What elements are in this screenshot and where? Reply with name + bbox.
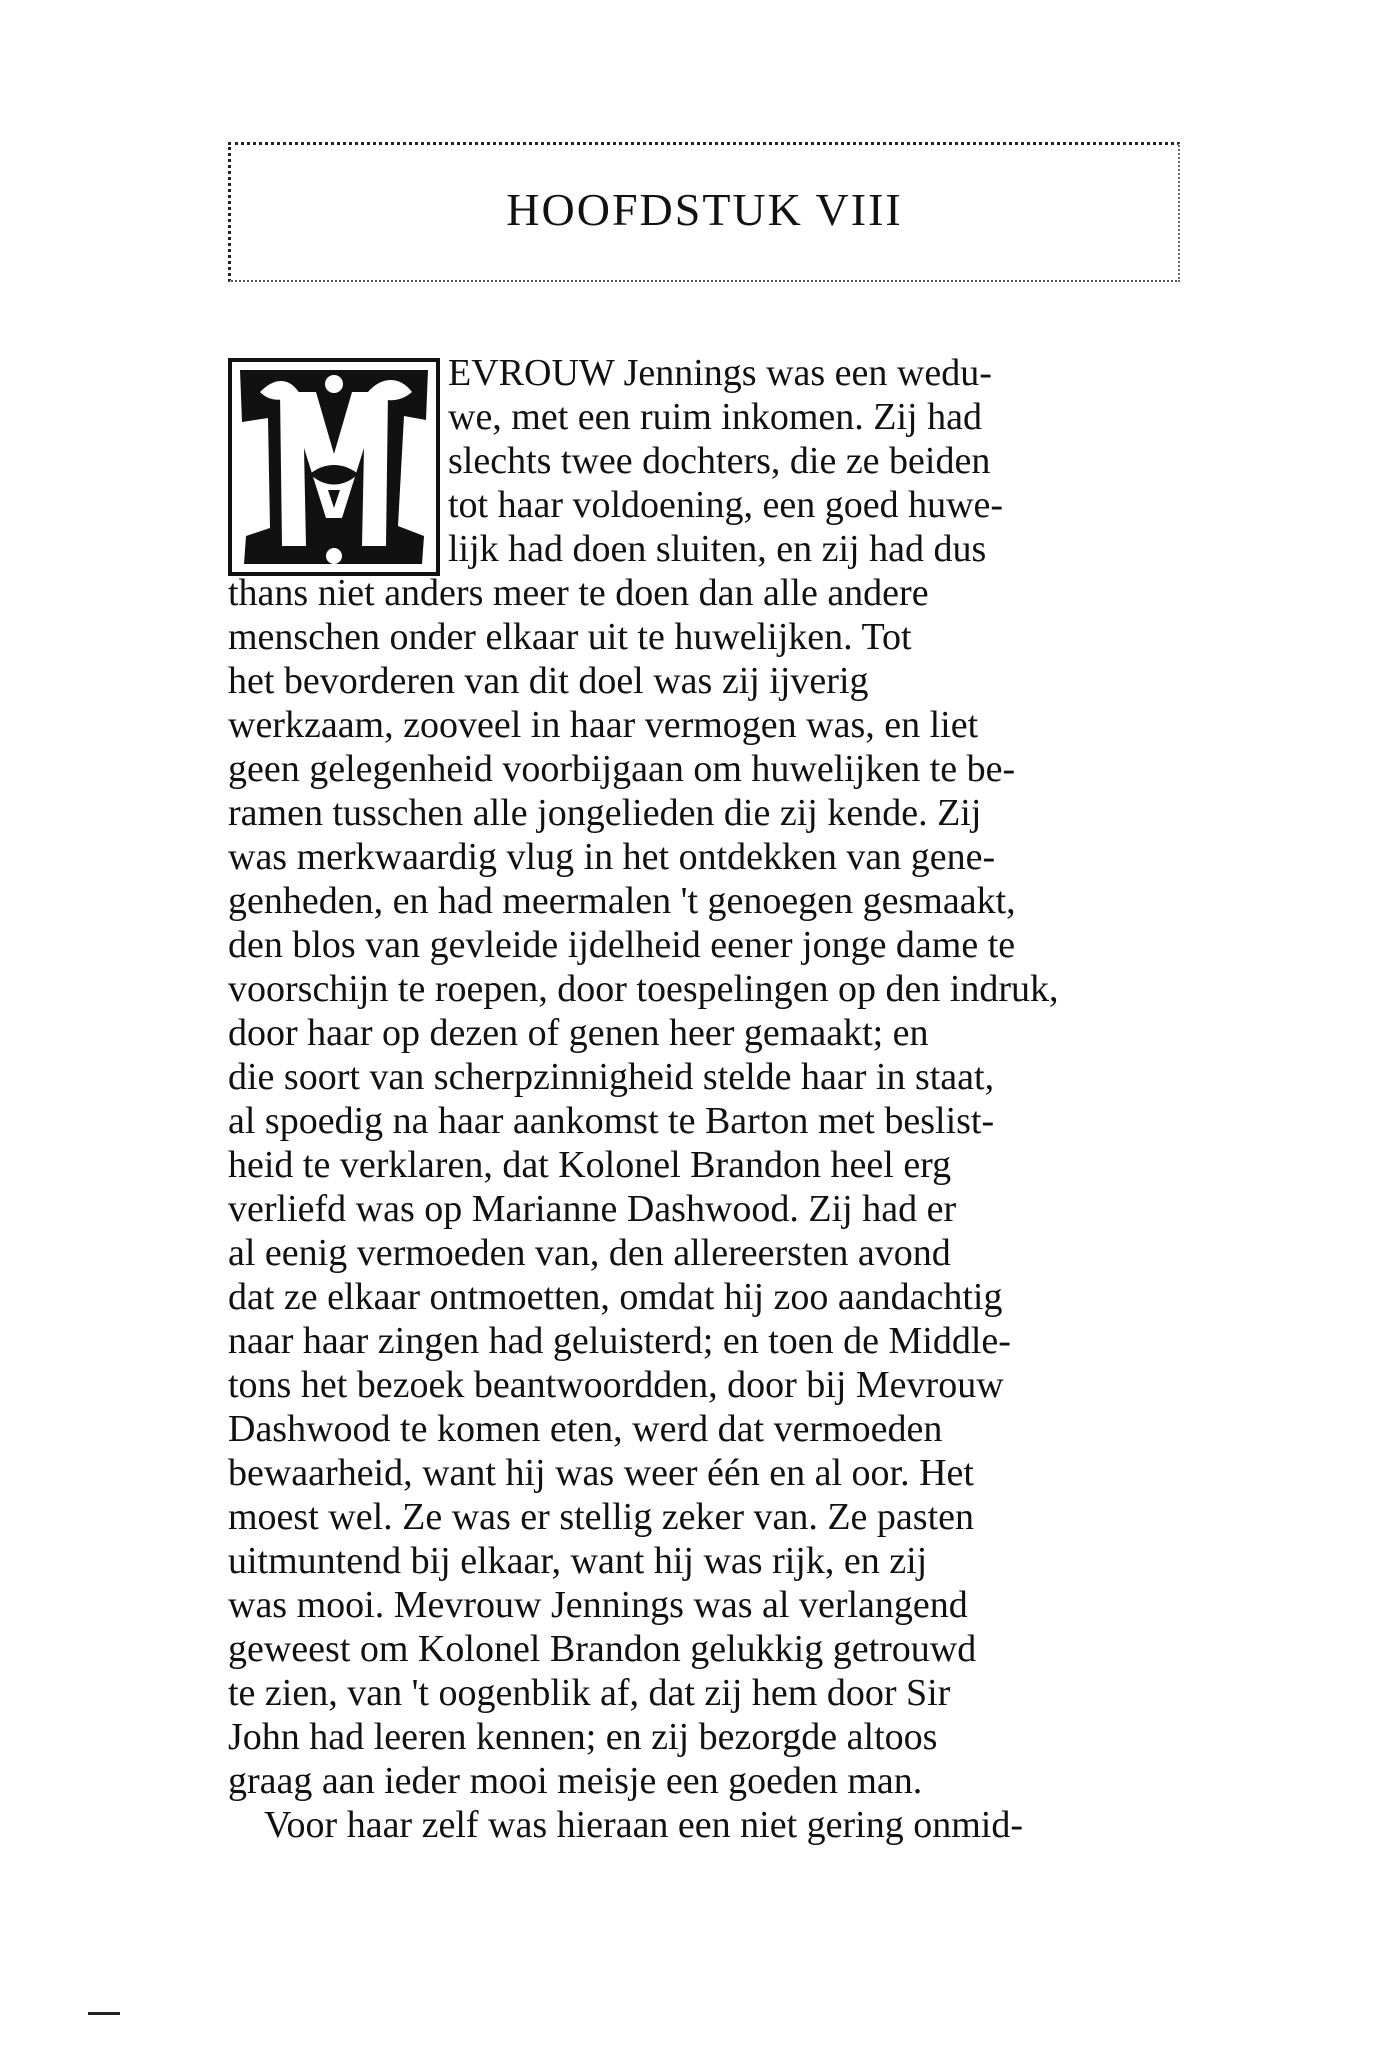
text-line: dat ze elkaar ontmoetten, omdat hij zoo aandachtig (228, 1276, 1003, 1318)
text-line: menschen onder elkaar uit te huwelijken. Tot (228, 616, 912, 658)
text-line: al eenig vermoeden van, den allereersten avond (228, 1232, 951, 1274)
text-line: heid te verklaren, dat Kolonel Brandon heel erg (228, 1144, 952, 1186)
text-line: door haar op dezen of genen heer gemaakt; en (228, 1012, 929, 1054)
text-line: geweest om Kolonel Brandon gelukkig getrouwd (228, 1628, 977, 1670)
text-line: uitmuntend bij elkaar, want hij was rijk, en zij (228, 1540, 928, 1582)
text-line: verliefd was op Marianne Dashwood. Zij had er (228, 1188, 957, 1230)
footer-mark (88, 2012, 120, 2015)
text-line: geen gelegenheid voorbijgaan om huwelijken te be- (228, 748, 1016, 790)
text-line: John had leeren kennen; en zij bezorgde altoos (228, 1716, 938, 1758)
text-line: Dashwood te komen eten, werd dat vermoeden (228, 1408, 943, 1450)
text-line: naar haar zingen had geluisterd; en toen de Middle- (228, 1320, 1011, 1362)
text-line: bewaarheid, want hij was weer één en al oor. Het (228, 1452, 974, 1494)
text-line: die soort van scherpzinnigheid stelde haar in staat, (228, 1056, 995, 1098)
text-line: ramen tusschen alle jongelieden die zij kende. Zij (228, 792, 982, 834)
text-line: graag aan ieder mooi meisje een goeden man. (228, 1760, 923, 1802)
text-line: tons het bezoek beantwoordden, door bij Mevrouw (228, 1364, 1004, 1406)
text-line: al spoedig na haar aankomst te Barton met beslist- (228, 1100, 995, 1142)
text-line: slechts twee dochters, die ze beiden (448, 440, 991, 482)
text-line: was mooi. Mevrouw Jennings was al verlangend (228, 1584, 968, 1626)
text-line: lijk had doen sluiten, en zij had dus (448, 528, 987, 570)
text-line: EVROUW Jennings was een wedu- (448, 352, 992, 394)
text-line: het bevorderen van dit doel was zij ijverig (228, 660, 869, 702)
text-line: moest wel. Ze was er stellig zeker van. Ze pasten (228, 1496, 974, 1538)
text-line: genheden, en had meermalen 't genoegen gesmaakt, (228, 880, 1016, 922)
text-line: werkzaam, zooveel in haar vermogen was, en liet (228, 704, 979, 746)
chapter-title: HOOFDSTUK VIII (506, 184, 903, 235)
chapter-body-text (228, 351, 1180, 1847)
text-line: we, met een ruim inkomen. Zij had (448, 396, 982, 438)
chapter-heading-box (228, 142, 1180, 282)
text-line: den blos van gevleide ijdelheid eener jonge dame te (228, 924, 1016, 966)
text-line: tot haar voldoening, een goed huwe- (448, 484, 1004, 526)
text-line: Voor haar zelf was hieraan een niet gering onmid- (264, 1804, 1023, 1846)
text-line: was merkwaardig vlug in het ontdekken van gene- (228, 836, 996, 878)
text-line: voorschijn te roepen, door toespelingen op den indruk, (228, 968, 1059, 1010)
text-line: thans niet anders meer te doen dan alle andere (228, 572, 929, 614)
text-line: te zien, van 't oogenblik af, dat zij hem door Sir (228, 1672, 951, 1714)
